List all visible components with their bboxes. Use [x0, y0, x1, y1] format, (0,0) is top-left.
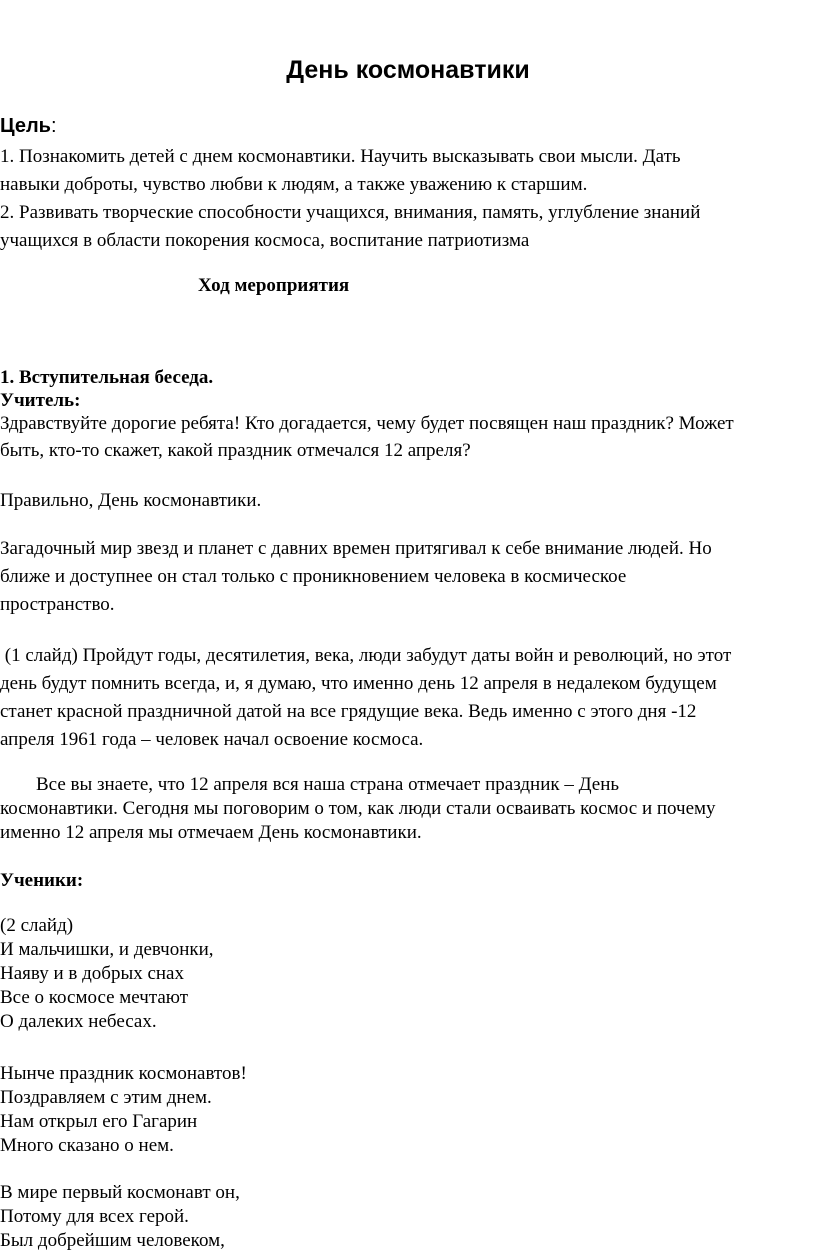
section-heading: 1. Вступительная беседа.	[0, 367, 214, 388]
section-introduction	[0, 366, 816, 466]
paragraph-line: ближе и доступнее он стал только с проникновением человека в космическое	[0, 566, 627, 587]
goal-paragraph	[0, 145, 816, 257]
poem-line: Поздравляем с этим днем.	[0, 1087, 212, 1108]
goal-label-text: Цель	[0, 115, 51, 137]
poem-line: Много сказано о нем.	[0, 1135, 174, 1156]
paragraph-line: пространство.	[0, 594, 115, 615]
students-label-block	[0, 869, 816, 894]
poem-line: Нам открыл его Гагарин	[0, 1111, 198, 1132]
paragraph-line: космонавтики. Сегодня мы поговорим о том, как люди стали осваивать космос и почему	[0, 798, 716, 819]
slide-marker: (2 слайд)	[0, 915, 74, 936]
teacher-line: быть, кто-то скажет, какой праздник отмечался 12 апреля?	[0, 440, 471, 461]
poem-line: Был добрейшим человеком,	[0, 1230, 225, 1251]
poem-line: Все о космосе мечтают	[0, 987, 189, 1008]
goal-label	[0, 113, 57, 139]
poem-line: И мальчишки, и девчонки,	[0, 939, 214, 960]
paragraph-line: станет красной праздничной датой на все грядущие века. Ведь именно с этого дня -12	[0, 701, 697, 722]
poem-stanza	[0, 1181, 816, 1253]
speaker-teacher: Учитель:	[0, 390, 81, 411]
poem-line: В мире первый космонавт он,	[0, 1182, 240, 1203]
paragraph-line: именно 12 апреля мы отмечаем День космонавтики.	[0, 822, 422, 843]
poem-line: Наяву и в добрых снах	[0, 963, 184, 984]
paragraph-line: апреля 1961 года – человек начал освоение космоса.	[0, 729, 424, 750]
paragraph-mystery	[0, 537, 816, 621]
document-title: День космонавтики	[286, 56, 530, 84]
paragraph-line: день будут помнить всегда, и, я думаю, что именно день 12 апреля в недалеком будущем	[0, 673, 717, 694]
paragraph-line: Правильно, День космонавтики.	[0, 490, 262, 511]
paragraph-all-know	[0, 773, 816, 845]
goal-label-colon: :	[50, 115, 57, 137]
speaker-students: Ученики:	[0, 870, 84, 891]
paragraph-line: Загадочный мир звезд и планет с давних времен притягивал к себе внимание людей. Но	[0, 538, 712, 559]
goal-line: учащихся в области покорения космоса, воспитание патриотизма	[0, 230, 530, 251]
paragraph-line: Все вы знаете, что 12 апреля вся наша страна отмечает праздник – День	[36, 774, 620, 795]
goal-line: 2. Развивать творческие способности учащихся, внимания, память, углубление знаний	[0, 202, 701, 223]
poem-stanza	[0, 1062, 816, 1158]
teacher-line: Здравствуйте дорогие ребята! Кто догадается, чему будет посвящен наш праздник? Может	[0, 413, 734, 434]
poem-line: Нынче праздник космонавтов!	[0, 1063, 247, 1084]
event-heading: Ход мероприятия	[198, 275, 350, 296]
paragraph-line: (1 слайд) Пройдут годы, десятилетия, века, люди забудут даты войн и революций, но этот	[0, 645, 732, 666]
paragraph-correct	[0, 489, 816, 514]
goal-line: 1. Познакомить детей с днем космонавтики. Научить высказывать свои мысли. Дать	[0, 146, 681, 167]
poem-line: Потому для всех герой.	[0, 1206, 189, 1227]
paragraph-slide1	[0, 644, 816, 756]
goal-line: навыки доброты, чувство любви к людям, а также уважению к старшим.	[0, 174, 588, 195]
poem-line: О далеких небесах.	[0, 1011, 157, 1032]
poem	[0, 914, 816, 1034]
